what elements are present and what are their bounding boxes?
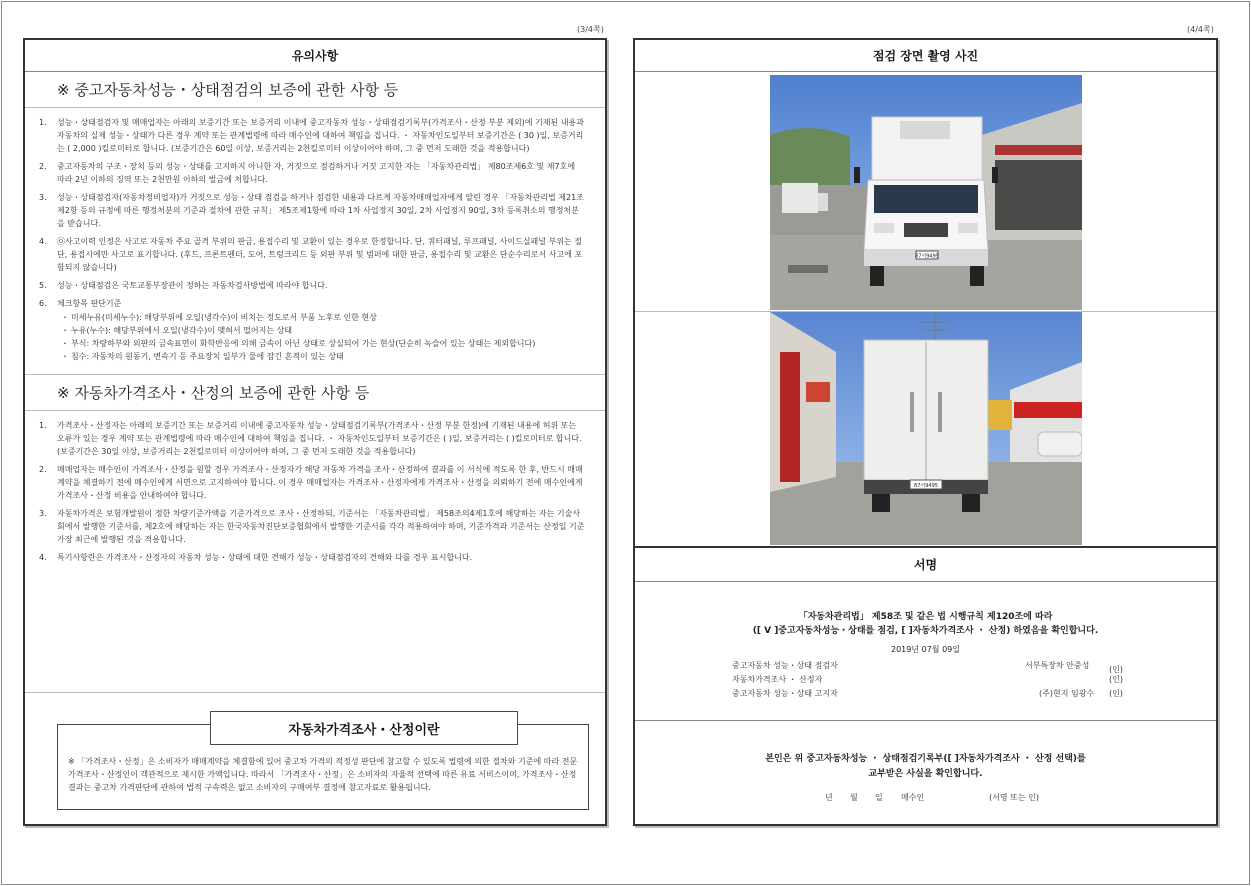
check-criteria-title: 체크항목 판단기준	[57, 299, 122, 308]
criteria-item: ・ 부식: 차량하부와 외판의 금속표면이 화학반응에 의해 금속이 아닌 상태로 상실되어 가는 현상(단순히 녹슬어 있는 상태는 제외합니다)	[61, 339, 536, 348]
front-view-photo	[770, 75, 1082, 310]
list-item: 3. 성능・상태점검자(자동차정비업자)가 거짓으로 성능・상태 점검을 하거나 점검한 내용과 다르게 자동차매매업자에게 알린 경우 「자동차관리법 제21조제2항 등의 규정에 따른 행정처분의 기준과 절차에 관한 규칙」 제5조제1항에 따라 1차 사업정지 30일, 2차 사업정지 90일, 3차 등록취소의 행정처분을 받습니다.	[39, 193, 584, 228]
list-item: 5. 성능・상태점검은 국토교통부장관이 정하는 자동차검사방법에 따라야 합니다.	[39, 281, 328, 290]
criteria-item: ・ 미세누유(미세누수): 해당부위에 오일(냉각수)이 비치는 정도로서 부품 노후로 인한 현상	[61, 313, 378, 322]
list-item: 4. 특기사항란은 가격조사・산정자의 자동차 성능・상태에 대한 견해가 성능・상태점검자의 견해와 다를 경우 표시합니다.	[39, 553, 473, 562]
buyer-month-label: 월	[850, 793, 858, 802]
list-item: 1. 가격조사・산정자는 아래의 보증기간 또는 보증거리 이내에 중고자동차 성능・상태점검기록부(가격조사・산정 부분 한정)에 기재된 내용에 허위 또는 오류가 있는 경우 계약 또는 관계법령에 따라 매수인에 대하여 책임을 집니다. ・ 자동차인도일부터 보증기간은 ( )일, 보증거리는 ( )킬로미터로 합니다. (보증기간은 30일 이상, 보증거리는 2천킬로미터 이상이어야 하며, 그 중 먼저 도래한 것을 적용합니다)	[39, 421, 582, 456]
signer-name: (주)현지 임광수	[1039, 689, 1095, 698]
sign-header: 서명	[635, 548, 1216, 582]
seal-mark: (인)	[1109, 675, 1123, 684]
signer-role: 자동차가격조사 ・ 산정자	[732, 675, 823, 684]
signer-name: 서부특장차 안중성	[1025, 661, 1090, 670]
criteria-item: ・ 누유(누수): 해당부위에서 오일(냉각수)이 맺혀서 떨어지는 상태	[61, 326, 293, 335]
buyer-day-label: 일	[875, 793, 883, 802]
photo-sign-panel	[633, 38, 1218, 826]
signer-role: 중고자동차 성능・상태 고지자	[732, 689, 838, 698]
criteria-item: ・ 침수: 자동차의 원동기, 변속기 등 주요장치 일부가 물에 잠긴 흔적이 있는 상태	[61, 352, 344, 361]
buyer-confirm-line-2: 교부받은 사실을 확인합니다.	[868, 769, 983, 779]
sign-date: 2019년 07월 09일	[891, 645, 960, 654]
rear-plate-text: 87서9495	[914, 483, 938, 489]
seal-mark: (인)	[1109, 665, 1123, 674]
page-number-left: (3/4쪽)	[577, 25, 604, 34]
buyer-signature-mark: (서명 또는 인)	[989, 793, 1039, 802]
section2-title: ※ 자동차가격조사・산정의 보증에 관한 사항 등	[25, 375, 605, 411]
seal-mark: (인)	[1109, 689, 1123, 698]
buyer-year-label: 년	[825, 793, 833, 802]
list-item: 1. 성능・상태점검자 및 매매업자는 아래의 보증기간 또는 보증거리 이내에 중고자동차 성능・상태점검기록부(가격조사・산정 부분 제외)에 기재된 내용과 자동차의 실제 성능・상태가 다른 경우 계약 또는 관계법령에 따라 매수인에 대하여 책임을 집니다. ・ 자동차인도일부터 보증기간은 ( 30 )일, 보증거리는 ( 2,000 )킬로미터로 합니다. (보증기간은 60일 이상, 보증거리는 2천킬로미터 이상이어야 하며, 그 중 먼저 도래한 것을 적용합니다)	[39, 118, 584, 153]
buyer-confirm-line-1: 본인은 위 중고자동차성능 ・ 상태점검기록부([ ]자동차가격조사 ・ 산정 선택)를	[765, 754, 1086, 764]
declaration-line-1: 「자동차관리법」 제58조 및 같은 법 시행규칙 제120조에 따라	[798, 612, 1053, 622]
photo-header: 점검 장면 촬영 사진	[635, 40, 1216, 72]
notes-panel	[23, 38, 607, 826]
notice-body: ※ 「가격조사・산정」은 소비자가 매매계약을 체결함에 있어 중고차 가격의 적정성 판단에 참고할 수 있도록 법령에 의한 절차와 기준에 따라 전문 가격조사・산정인이 객관적으로 제시한 가액입니다. 따라서 「가격조사・산정」은 소비자의 자율적 선택에 따른 유료 서비스이며, 가격조사・산정 결과는 중고차 가격판단에 관하여 법적 구속력은 없고 소비자의 구매여부 결정에 참고자료로 활용됩니다.	[68, 757, 578, 792]
section1-title: ※ 중고자동차성능・상태점검의 보증에 관한 사항 등	[25, 72, 605, 108]
front-plate-text: 87서9495	[915, 253, 939, 260]
list-item: 3. 자동차가격은 보험개발원이 정한 차량기준가액을 기준가격으로 조사・산정하되, 기준서는 「자동차관리법」 제58조의4제1호에 해당하는 자는 기술사회에서 발행한 기준서를, 제2호에 해당하는 자는 한국자동차진단보증협회에서 발행한 기준서를 각각 적용하여야 하며, 기준가격과 기준서는 산정일 기준 가장 최근에 발행된 것을 적용합니다.	[39, 509, 585, 544]
list-item: 4. ㉧사고이력 인정은 사고로 자동차 주요 골격 부위의 판금, 용접수리 및 교환이 있는 경우로 한정합니다. 단, 쿼터패널, 루프패널, 사이드실패널 부위는 절단, 용접시에만 사고로 표기합니다. (후드, 프론트펜더, 도어, 트렁크리드 등 외판 부위 및 범퍼에 대한 판금, 용접수리 및 교환은 단순수리로서 사고에 포함되지 않습니다)	[39, 237, 583, 272]
rear-view-photo	[770, 312, 1082, 545]
list-item: 6. 체크항목 판단기준 ・ 미세누유(미세누수): 해당부위에 오일(냉각수)이 비치는 정도로서 부품 노후로 인한 현상 ・ 누유(누수): 해당부위에서 오일(냉각수)이 맺혀서 떨어지는 상태 ・ 부식: 차량하부와 외판의 금속표면이 화학반응에 의해 금속이 아닌 상태로 상실되어 가는 현상(단순히 녹슬어 있는 상태는 제외합니다) ・ 침수: 자동차의 원동기, 변속기 등 주요장치 일부가 물에 잠긴 흔적이 있는 상태	[39, 297, 585, 363]
buyer-label: 매수인	[901, 793, 925, 802]
page-number-right: (4/4쪽)	[1187, 25, 1214, 34]
section2-list	[25, 411, 605, 575]
notice-title: 자동차가격조사・산정이란	[210, 711, 518, 745]
section1-list	[25, 108, 605, 374]
declaration-line-2: ([ V ]중고자동차성능・상태를 점검, [ ]자동차가격조사 ・ 산정) 하였음을 확인합니다.	[752, 626, 1099, 636]
price-survey-notice	[57, 724, 589, 810]
list-item: 2. 매매업자는 매수인이 가격조사・산정을 원할 경우 가격조사・산정자가 해당 자동차 가격을 조사・산정하여 결과를 이 서식에 적도록 한 후, 반드시 매매계약을 체결하기 전에 매수인에게 서면으로 고지하여야 합니다. 이 경우 매매업자는 가격조사・산정자에게 가격조사・산정을 의뢰하기 전에 매수인에게 가격조사・산정 비용을 안내하여야 합니다.	[39, 465, 583, 500]
list-item: 2. 중고자동차의 구조・장치 등의 성능・상태를 고지하지 아니한 자, 거짓으로 점검하거나 거짓 고지한 자는 「자동차관리법」 제80조제6호 및 제7호에 따라 2년 이하의 징역 또는 2천만원 이하의 벌금에 처합니다.	[39, 162, 576, 184]
signer-role: 중고자동차 성능・상태 점검자	[732, 661, 838, 670]
notes-header: 유의사항	[25, 40, 605, 72]
